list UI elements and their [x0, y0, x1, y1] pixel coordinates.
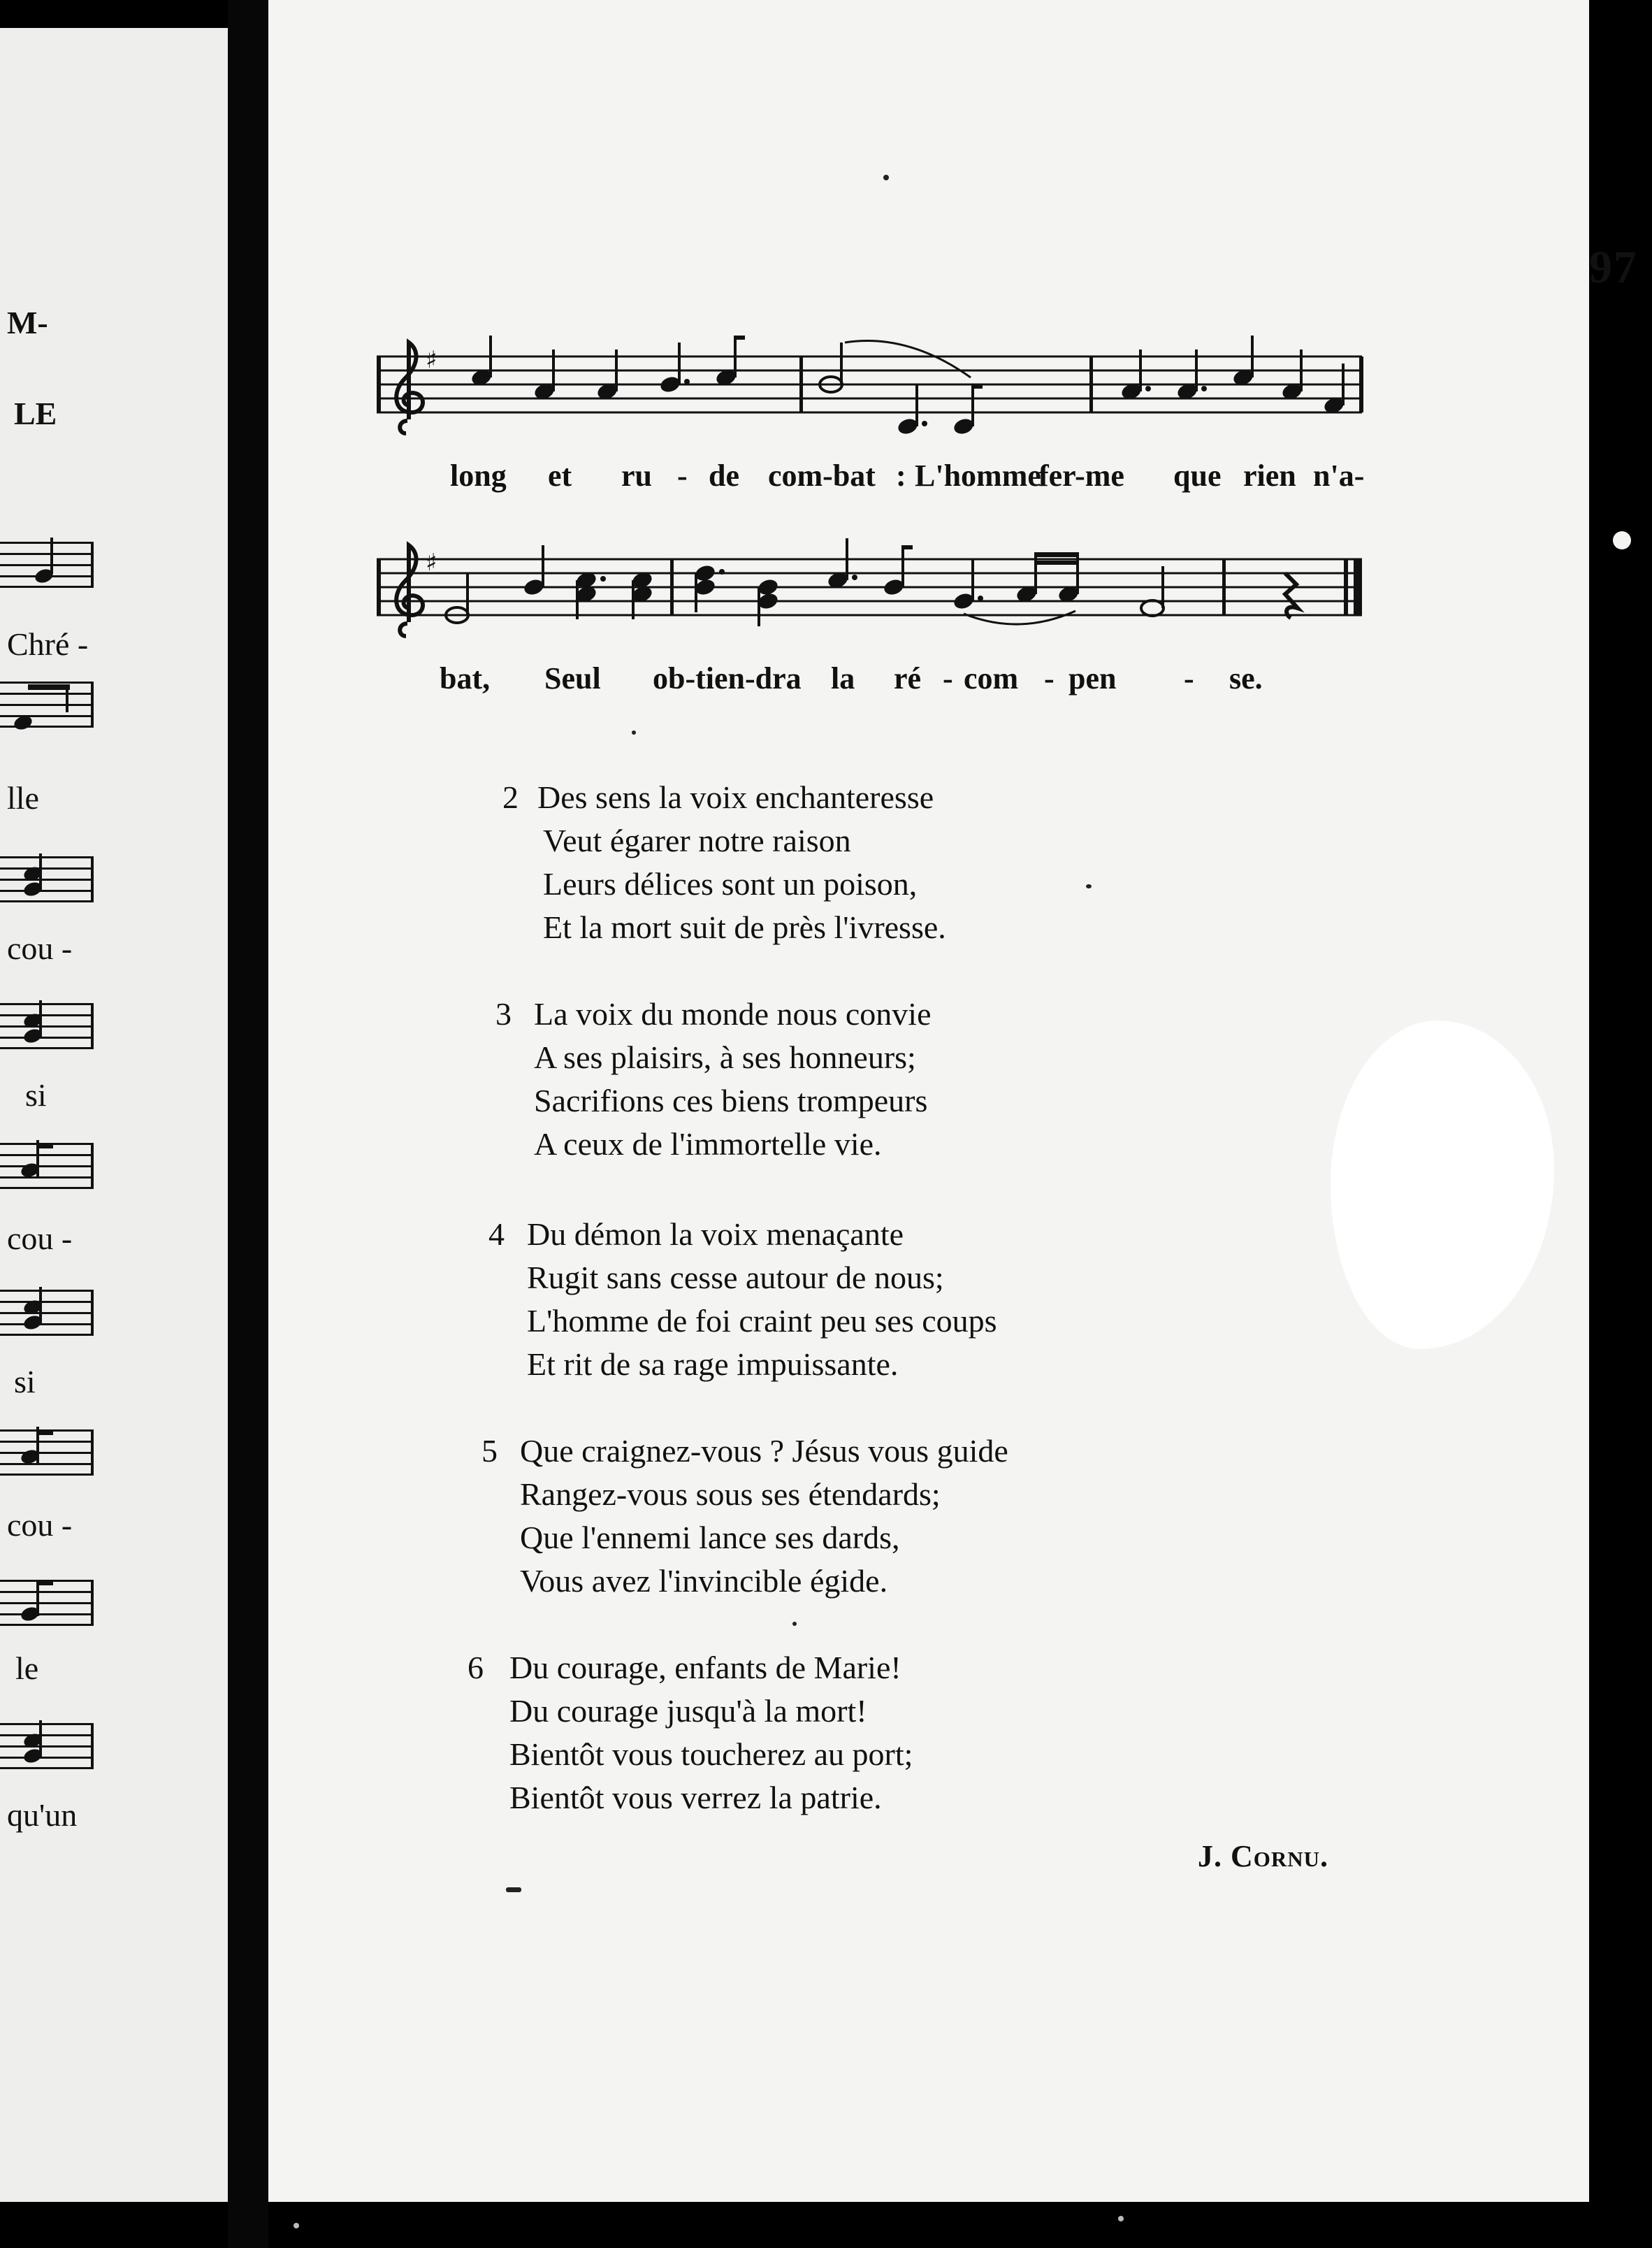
lyrics-line-2 [440, 661, 1498, 709]
left-staff-fragment [0, 1429, 98, 1476]
verse-line: Du démon la voix menaçante [527, 1216, 904, 1252]
left-staff-fragment [0, 1143, 98, 1189]
lyric-syllable: ré [894, 661, 922, 696]
lyric-syllable: bat, [440, 661, 491, 696]
page-number: 97 [1589, 242, 1638, 293]
left-staff-fragment [0, 682, 98, 728]
verse-line: Du courage jusqu'à la mort! [509, 1693, 867, 1729]
speck [1086, 884, 1092, 888]
verse-line: Bientôt vous verrez la patrie. [509, 1780, 882, 1815]
left-page-fragment [0, 28, 228, 2202]
svg-text:♯: ♯ [426, 549, 437, 577]
lyric-syllable: Seul [544, 661, 601, 696]
left-fragment-text: LE [14, 396, 57, 431]
verse-line: Veut égarer notre raison [543, 823, 851, 858]
lyric-syllable: - [1044, 661, 1055, 696]
verse-4 [488, 1213, 997, 1386]
music-staff-system-2 [377, 538, 1369, 671]
lyric-syllable: pen [1068, 661, 1117, 696]
verse-line: Sacrifions ces biens trompeurs [534, 1083, 928, 1118]
left-staff-fragment [0, 1580, 98, 1626]
lyrics-line-1 [450, 458, 1498, 507]
lyric-syllable: rien [1243, 459, 1296, 493]
page [268, 0, 1638, 2202]
lyric-syllable: L'homme [915, 459, 1041, 493]
edge-speck [1118, 2216, 1124, 2221]
speck [792, 1622, 797, 1626]
verse-line: Et rit de sa rage impuissante. [527, 1346, 899, 1382]
speck [632, 730, 636, 735]
verse-line: Rugit sans cesse autour de nous; [527, 1260, 944, 1295]
verse-line: Que l'ennemi lance ses dards, [520, 1520, 900, 1555]
lyric-syllable: la [831, 661, 855, 696]
lyric-syllable: com-bat [768, 459, 876, 493]
lyric-syllable: de [709, 459, 739, 493]
verse-line: A ses plaisirs, à ses honneurs; [534, 1039, 916, 1075]
music-staff-system-1 [377, 336, 1369, 468]
left-staff-fragment [0, 1290, 98, 1336]
lyric-syllable: ob-tien-dra [653, 661, 802, 696]
lyric-syllable: ru [621, 459, 652, 493]
left-fragment-text: cou - [7, 1507, 73, 1543]
left-fragment-text: si [25, 1077, 47, 1113]
verse-line: Bientôt vous toucherez au port; [509, 1736, 913, 1772]
verse-6 [468, 1646, 913, 1820]
lyric-syllable: que [1173, 459, 1222, 493]
verse-number: 6 [468, 1650, 484, 1685]
lyric-syllable: et [548, 459, 572, 493]
left-fragment-text: cou - [7, 1220, 73, 1256]
verse-line: La voix du monde nous convie [534, 996, 932, 1032]
music-notation [377, 336, 1369, 468]
binding-gutter [228, 0, 268, 2248]
verse-number: 2 [502, 779, 519, 815]
lyric-syllable: - [943, 661, 953, 696]
verse-line: Rangez-vous sous ses étendards; [520, 1476, 941, 1512]
verse-2 [502, 776, 946, 949]
verse-line: Des sens la voix enchanteresse [537, 779, 934, 815]
left-fragment-text: le [15, 1650, 39, 1686]
verse-5 [481, 1429, 1008, 1603]
verse-line: Et la mort suit de près l'ivresse. [543, 909, 946, 945]
left-fragment-text: qu'un [7, 1797, 78, 1833]
verse-line: Vous avez l'invincible égide. [520, 1563, 888, 1599]
lyric-syllable: - [1184, 661, 1194, 696]
left-fragment-text: M- [7, 305, 48, 340]
verse-line: Leurs délices sont un poison, [543, 866, 918, 902]
lyric-syllable: - [677, 459, 688, 493]
left-fragment-text: cou - [7, 930, 73, 966]
lyric-syllable: se. [1229, 661, 1263, 696]
verse-3 [495, 993, 932, 1166]
lyric-syllable: : [896, 459, 906, 493]
left-staff-fragment [0, 1003, 98, 1049]
verse-line: Que craignez-vous ? Jésus vous guide [520, 1433, 1008, 1469]
verse-line: L'homme de foi craint peu ses coups [527, 1303, 997, 1339]
svg-text:♯: ♯ [426, 346, 437, 374]
left-fragment-text: si [14, 1364, 36, 1399]
lyric-syllable: n'a- [1313, 459, 1365, 493]
lyric-syllable: long [450, 459, 507, 493]
speck [506, 1887, 521, 1892]
left-staff-fragment [0, 1723, 98, 1769]
left-fragment-text: Chré - [7, 626, 89, 662]
verse-line: Du courage, enfants de Marie! [509, 1650, 901, 1685]
verse-number: 5 [481, 1433, 498, 1469]
lyric-syllable: com [964, 661, 1019, 696]
music-notation [377, 538, 1369, 671]
left-staff-fragment [0, 856, 98, 902]
paper-stain [1331, 1021, 1554, 1349]
author-signature: J. Cornu. [1198, 1839, 1329, 1873]
verse-number: 3 [495, 996, 512, 1032]
left-staff-fragment [0, 542, 98, 588]
edge-speck [294, 2223, 299, 2228]
edge-speck [1613, 531, 1631, 549]
left-fragment-text: lle [7, 780, 39, 816]
verse-number: 4 [488, 1216, 505, 1252]
speck [883, 175, 889, 180]
lyric-syllable: fer-me [1038, 459, 1124, 493]
verse-line: A ceux de l'immortelle vie. [534, 1126, 882, 1162]
